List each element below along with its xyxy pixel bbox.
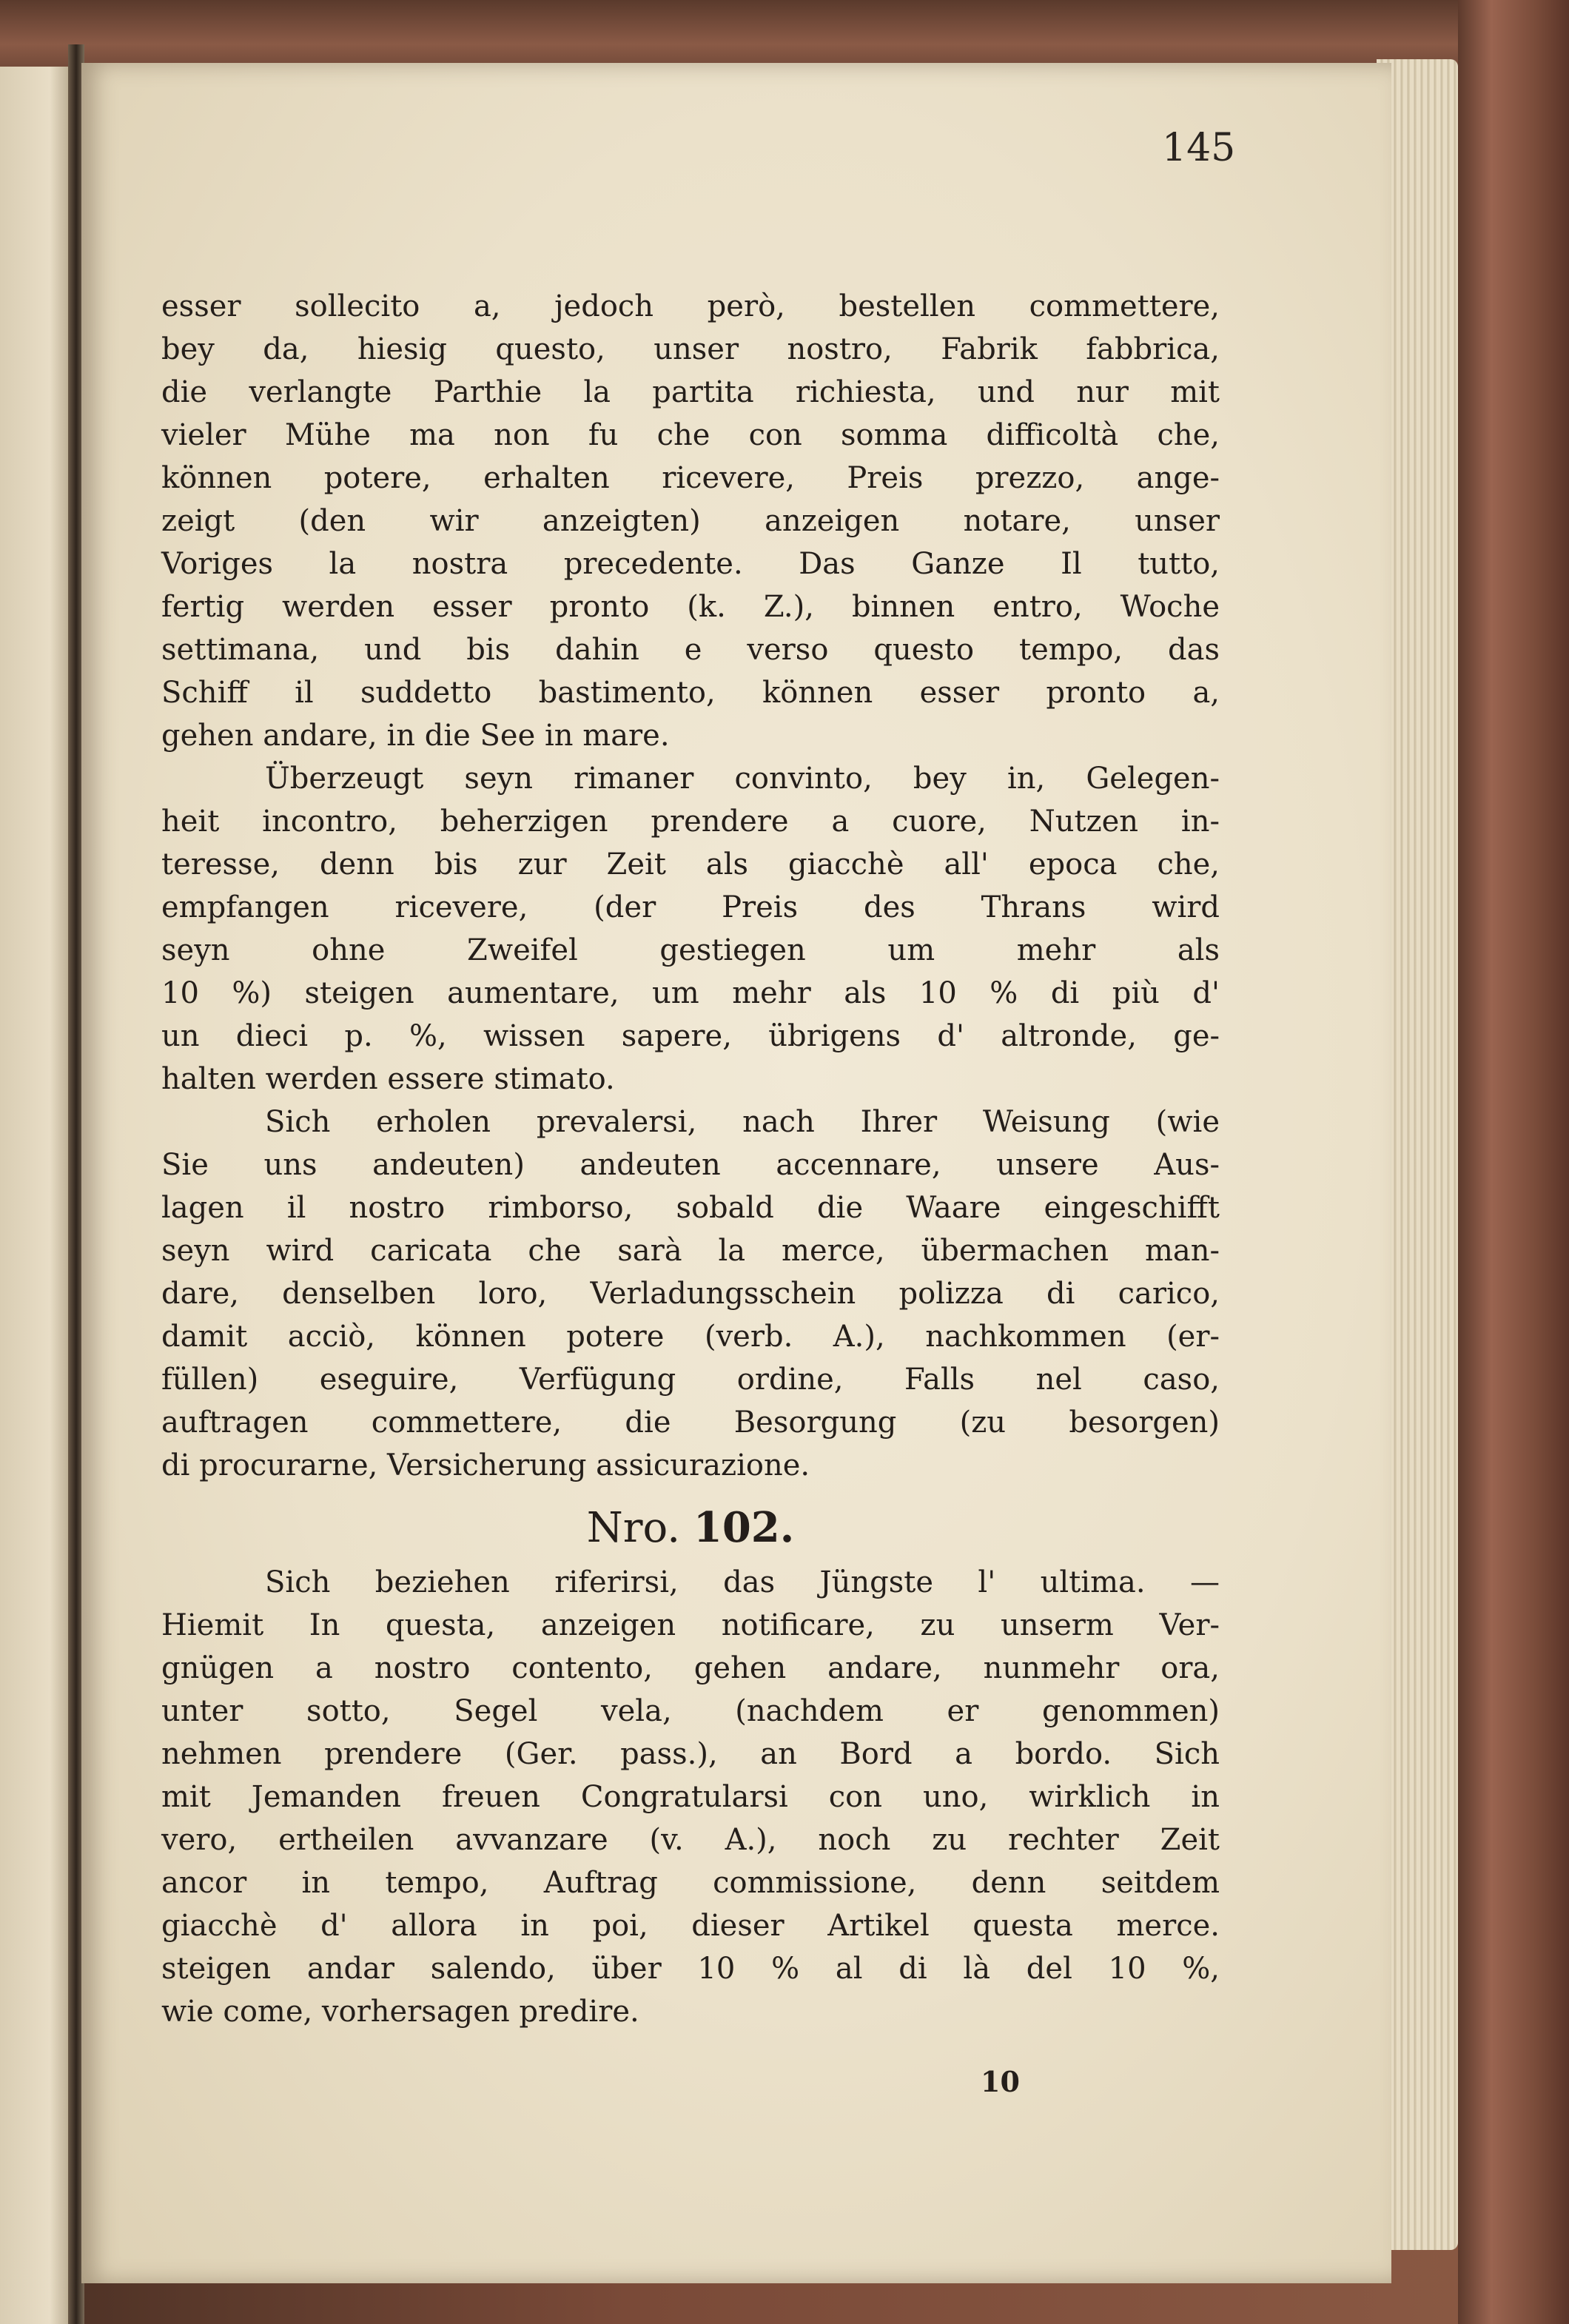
- text-line: di procurarne, Versicherung assicurazione.: [161, 1448, 810, 1482]
- page-number: 145: [1162, 126, 1236, 170]
- text-line: auftragen commettere, die Besorgung (zu besorgen): [161, 1406, 1220, 1440]
- text-line: die verlangte Parthie la partita richiesta, und nur mit: [161, 375, 1220, 409]
- text-line: gnügen a nostro contento, gehen andare, nunmehr ora,: [161, 1651, 1220, 1685]
- text-line: vero, ertheilen avvanzare (v. A.), noch zu rechter Zeit: [161, 1823, 1220, 1857]
- text-line: settimana, und bis dahin e verso questo tempo, das: [161, 633, 1220, 667]
- text-line: damit acciò, können potere (verb. A.), nachkommen (er-: [161, 1320, 1220, 1354]
- text-line: vieler Mühe ma non fu che con somma difficoltà che,: [161, 418, 1220, 452]
- text-line: Sich beziehen riferirsi, das Jüngste l' ultima. —: [265, 1565, 1220, 1599]
- page-text: [161, 285, 1220, 2033]
- signature-mark: 10: [981, 2065, 1020, 2098]
- text-line: 10 %) steigen aumentare, um mehr als 10 % di più d': [161, 976, 1220, 1010]
- text-line: esser sollecito a, jedoch però, bestellen commettere,: [161, 289, 1220, 323]
- book-cover-board: [1458, 0, 1569, 2324]
- text-line: Sie uns andeuten) andeuten accennare, unsere Aus-: [161, 1148, 1220, 1182]
- text-line: zeigt (den wir anzeigten) anzeigen notare, unser: [161, 504, 1220, 538]
- text-line: mit Jemanden freuen Congratularsi con uno, wirklich in: [161, 1780, 1220, 1814]
- section-heading: [161, 1499, 1220, 1556]
- text-line: giacchè d' allora in poi, dieser Artikel questa merce.: [161, 1909, 1220, 1943]
- text-line: Voriges la nostra precedente. Das Ganze Il tutto,: [161, 547, 1220, 581]
- text-line: füllen) eseguire, Verfügung ordine, Falls nel caso,: [161, 1363, 1220, 1397]
- previous-page-edge: [0, 67, 71, 2324]
- text-section-1: [161, 285, 1220, 1487]
- text-line: heit incontro, beherzigen prendere a cuore, Nutzen in-: [161, 805, 1220, 839]
- text-line: bey da, hiesig questo, unser nostro, Fabrik fabbrica,: [161, 332, 1220, 366]
- text-line: seyn wird caricata che sarà la merce, übermachen man-: [161, 1234, 1220, 1268]
- text-line: Sich erholen prevalersi, nach Ihrer Weisung (wie: [265, 1105, 1220, 1139]
- text-line: unter sotto, Segel vela, (nachdem er genommen): [161, 1694, 1220, 1728]
- text-line: empfangen ricevere, (der Preis des Thrans wird: [161, 890, 1220, 924]
- text-line: un dieci p. %, wissen sapere, übrigens d' altronde, ge-: [161, 1019, 1220, 1053]
- text-line: ancor in tempo, Auftrag commissione, denn seitdem: [161, 1866, 1220, 1900]
- text-section-2: [161, 1561, 1220, 2033]
- heading-prefix: Nro.: [586, 1504, 693, 1552]
- text-line: steigen andar salendo, über 10 % al di là del 10 %,: [161, 1952, 1220, 1986]
- text-line: wie come, vorhersagen predire.: [161, 1995, 639, 2029]
- text-line: können potere, erhalten ricevere, Preis prezzo, ange-: [161, 461, 1220, 495]
- text-line: nehmen prendere (Ger. pass.), an Bord a bordo. Sich: [161, 1737, 1220, 1771]
- text-line: Schiff il suddetto bastimento, können esser pronto a,: [161, 676, 1220, 710]
- text-line: fertig werden esser pronto (k. Z.), binnen entro, Woche: [161, 590, 1220, 624]
- text-line: lagen il nostro rimborso, sobald die Waare eingeschifft: [161, 1191, 1220, 1225]
- heading-number: 102.: [693, 1503, 795, 1552]
- text-line: teresse, denn bis zur Zeit als giacchè all' epoca che,: [161, 847, 1220, 881]
- text-line: seyn ohne Zweifel gestiegen um mehr als: [161, 933, 1220, 967]
- text-line: dare, denselben loro, Verladungsschein polizza di carico,: [161, 1277, 1220, 1311]
- text-line: Überzeugt seyn rimaner convinto, bey in, Gelegen-: [265, 762, 1220, 796]
- text-line: halten werden essere stimato.: [161, 1062, 615, 1096]
- text-line: Hiemit In questa, anzeigen notificare, zu unserm Ver-: [161, 1608, 1220, 1642]
- text-line: gehen andare, in die See in mare.: [161, 719, 670, 753]
